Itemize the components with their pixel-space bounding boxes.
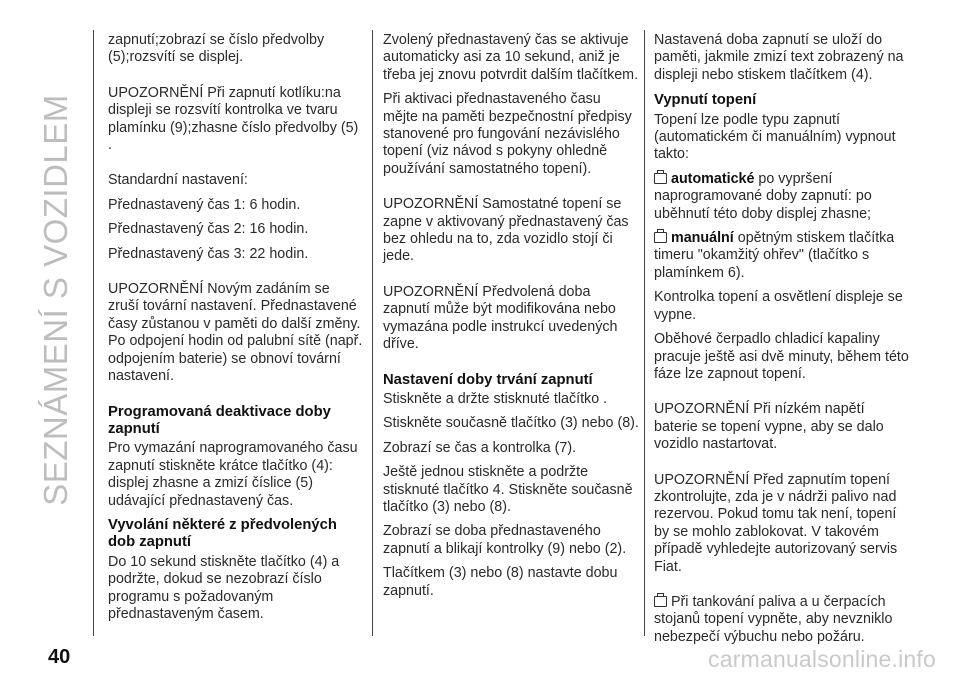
- paragraph: Zvolený přednastavený čas se aktivuje automaticky asi za 10 sekund, aniž je třeba jej znovu potvrdit dalším tlačítkem.: [383, 32, 639, 83]
- note-text: Při tankování paliva a u čerpacích stojanů topení vypněte, aby nevzniklo nebezpečí výbuchu nebo požáru.: [654, 593, 893, 645]
- auto-label: automatické: [671, 170, 755, 187]
- paragraph: Kontrolka topení a osvětlení displeje se vypne.: [654, 289, 903, 323]
- paragraph: Zobrazí se čas a kontrolka (7).: [383, 439, 577, 456]
- page-number: 40: [48, 646, 71, 668]
- warning-paragraph: UPOZORNĚNÍ Novým zadáním se zruší tovární nastavení. Přednastavené časy zůstanou v paměti do další změny. Po odpojení hodin od palubní sítě (např. odpojením baterie) se obnoví tovární nastavení.: [108, 281, 363, 385]
- note-icon: [654, 173, 667, 184]
- note-icon: [654, 232, 667, 243]
- warning-paragraph: UPOZORNĚNÍ Samostatné topení se zapne v aktivovaný přednastavený čas bez ohledu na to, zda vozidlo stojí či jede.: [383, 196, 629, 265]
- paragraph: Přednastavený čas 1: 6 hodin.: [108, 196, 301, 213]
- chapter-title-text: SEZNÁMENÍ S VOZIDLEM: [37, 94, 74, 506]
- column-2: [383, 32, 639, 607]
- paragraph: Stiskněte a držte stisknuté tlačítko .: [383, 390, 608, 407]
- list-item: [654, 171, 912, 223]
- paragraph: Stiskněte současně tlačítko (3) nebo (8).: [383, 415, 639, 432]
- paragraph: Ještě jednou stiskněte a podržte stisknuté tlačítko 4. Stiskněte současně tlačítko (3) nebo (8).: [383, 464, 633, 515]
- column-divider: [372, 30, 373, 636]
- warning-paragraph: UPOZORNĚNÍ Při zapnutí kotlíku:na displeji se rozsvítí kontrolka ve tvaru plamínku (9);zhasne číslo předvolby (5) .: [108, 84, 359, 154]
- column-1: [108, 32, 364, 630]
- paragraph: Tlačítkem (3) nebo (8) nastavte dobu zapnutí.: [383, 565, 618, 599]
- paragraph: Přednastavený čas 2: 16 hodin.: [108, 221, 309, 238]
- paragraph: Zobrazí se doba přednastaveného zapnutí a blikají kontrolky (9) nebo (2).: [383, 523, 627, 557]
- note-paragraph: [654, 594, 912, 646]
- warning-paragraph: UPOZORNĚNÍ Předvolená doba zapnutí může být modifikována nebo vymazána podle instrukcí uvedených dříve.: [383, 283, 618, 353]
- warning-paragraph: UPOZORNĚNÍ Při nízkém napětí baterie se topení vypne, aby se dalo vozidlo nastartovat.: [654, 401, 884, 453]
- section-heading: Vyvolání některé z předvolených dob zapnutí: [108, 516, 337, 551]
- paragraph: Přednastavený čas 3: 22 hodin.: [108, 245, 309, 262]
- paragraph: Při aktivaci přednastaveného času mějte na paměti bezpečnostní předpisy stanovené pro fungování nezávislého topení (viz návod s pokyny ohledně používání samostatného topení).: [383, 91, 632, 177]
- paragraph: zapnutí;zobrazí se číslo předvolby (5);rozsvítí se displej.: [108, 32, 325, 66]
- column-divider: [93, 30, 94, 636]
- column-3: [654, 32, 912, 653]
- paragraph: Pro vymazání naprogramovaného času zapnutí stiskněte krátce tlačítko (4): displej zhasne a zmizí číslice (5) udávající přednastavený čas.: [108, 440, 358, 509]
- paragraph: Nastavená doba zapnutí se uloží do paměti, jakmile zmizí text zobrazený na displeji nebo stiskem tlačítkem (4).: [654, 32, 904, 83]
- section-heading: Nastavení doby trvání zapnutí: [383, 371, 593, 388]
- watermark: carmanualsonline.info: [708, 646, 936, 672]
- auto-text: po vypršení naprogramované doby zapnutí: po uběhnutí této doby displej zhasne;: [654, 170, 872, 222]
- manual-label: manuální: [671, 230, 734, 247]
- note-icon: [654, 596, 667, 607]
- paragraph: Do 10 sekund stiskněte tlačítko (4) a podržte, dokud se nezobrazí číslo programu s požadovaným přednastaveným časem.: [108, 553, 340, 622]
- manual-text: opětným stiskem tlačítka timeru "okamžitý ohřev" (tlačítko s plamínkem 6).: [654, 230, 895, 281]
- column-divider: [644, 30, 645, 636]
- paragraph: Topení lze podle typu zapnutí (automatickém či manuálním) vypnout takto:: [654, 111, 896, 163]
- section-heading: Vypnutí topení: [654, 92, 757, 109]
- paragraph: Oběhové čerpadlo chladicí kapaliny pracuje ještě asi dvě minuty, během této fáze lze zapnout topení.: [654, 331, 909, 382]
- paragraph: Standardní nastavení:: [108, 172, 248, 189]
- section-heading: Programovaná deaktivace doby zapnutí: [108, 403, 331, 437]
- list-item: [654, 230, 912, 282]
- warning-paragraph: UPOZORNĚNÍ Před zapnutím topení zkontrolujte, zda je v nádrži palivo nad rezervou. Pokud tomu tak není, topení by se mohlo zablokovat. V takovém případě vyhledejte autorizovaný servis Fiat.: [654, 471, 898, 575]
